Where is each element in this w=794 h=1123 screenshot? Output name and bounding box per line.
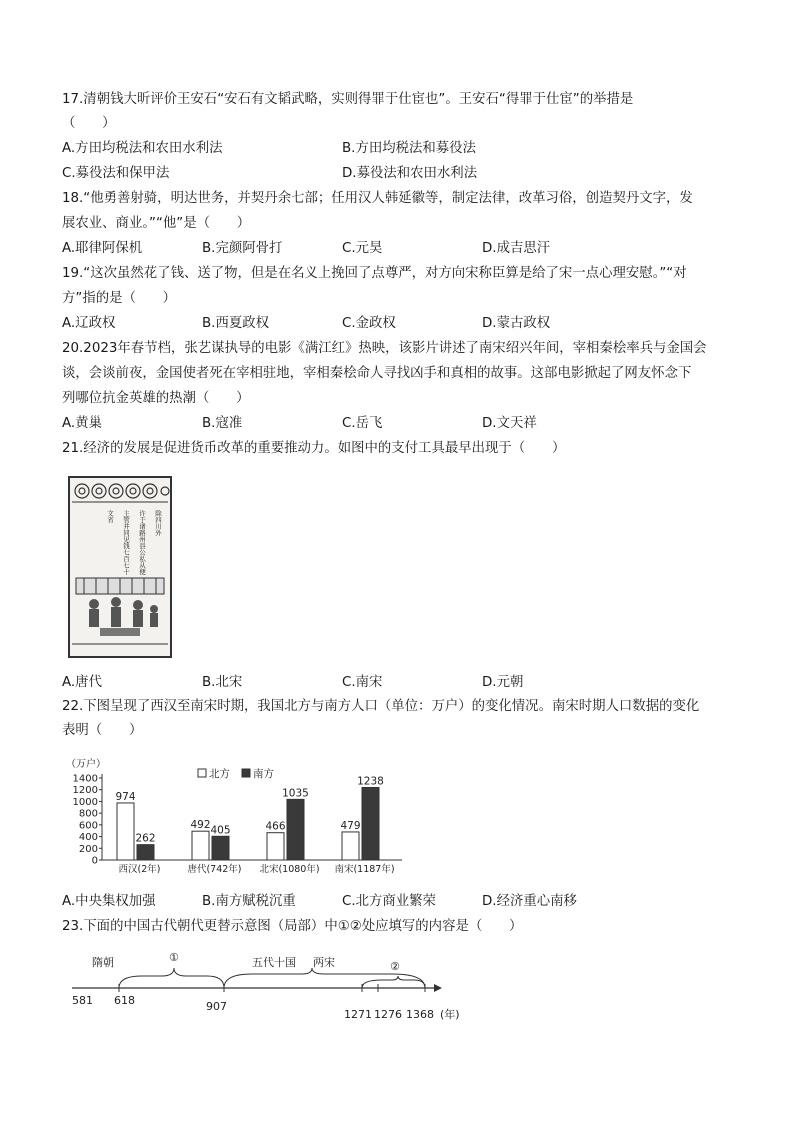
legend-swatch-北方 xyxy=(198,769,206,777)
y-tick-label-800: 800 xyxy=(78,808,98,820)
q20-option-c[interactable]: C.岳飞 xyxy=(342,416,383,431)
y-tick-label-0: 0 xyxy=(91,855,98,867)
legend-label-南方: 南方 xyxy=(253,768,274,780)
bar-value-label-北方-0: 974 xyxy=(115,790,136,803)
figures-scene xyxy=(89,597,158,636)
chart-unit-label: （万户） xyxy=(66,759,106,770)
note-text-col3: 主管并同见钱七百七十 xyxy=(122,510,130,575)
q19-option-a[interactable]: A.辽政权 xyxy=(62,316,116,331)
timeline-label-song: 两宋 xyxy=(313,956,335,969)
q17-stem-cont: （ ） xyxy=(62,116,116,131)
timeline-label-2: ② xyxy=(390,960,400,973)
chart-bars xyxy=(115,775,383,860)
timeline-year-618: 618 xyxy=(114,994,135,1007)
q22-stem: 22.下图呈现了西汉至南宋时期，我国北方与南方人口（单位：万户）的变化情况。南宋时期人口数据的变化 xyxy=(62,699,700,714)
q22-option-c[interactable]: C.北方商业繁荣 xyxy=(342,894,436,909)
x-category-label-2: 北宋(1080年) xyxy=(259,864,320,875)
chart-legend xyxy=(198,767,274,780)
bar-value-label-北方-1: 492 xyxy=(190,819,211,832)
bar-value-label-南方-3: 1238 xyxy=(357,775,384,788)
bar-南方-1 xyxy=(212,836,229,860)
timeline-braces xyxy=(119,968,425,988)
bar-南方-2 xyxy=(287,799,304,860)
q18-option-d[interactable]: D.成吉思汗 xyxy=(482,241,551,256)
bar-value-label-南方-0: 262 xyxy=(135,832,156,845)
q19-option-d[interactable]: D.蒙古政权 xyxy=(482,316,551,331)
bar-北方-0 xyxy=(117,803,134,860)
bar-value-label-南方-1: 405 xyxy=(210,824,231,837)
timeline-arrow xyxy=(434,984,442,992)
bar-value-label-北方-2: 466 xyxy=(265,820,286,833)
y-tick-label-1000: 1000 xyxy=(72,796,98,808)
note-text-col2: 许于诸路州县公私从便 xyxy=(138,510,146,575)
population-bar-chart xyxy=(62,756,408,882)
x-category-label-3: 南宋(1187年) xyxy=(334,864,395,875)
y-tick-label-200: 200 xyxy=(78,843,98,855)
q20-stem-cont2: 列哪位抗金英雄的热潮（ ） xyxy=(62,391,250,406)
q17-option-a[interactable]: A.方田均税法和农田水利法 xyxy=(62,141,223,156)
q20-option-a[interactable]: A.黄巢 xyxy=(62,416,102,431)
x-category-label-0: 西汉(2年) xyxy=(118,864,161,875)
q23-stem: 23.下面的中国古代朝代更替示意图（局部）中①②处应填写的内容是（ ） xyxy=(62,919,523,934)
y-tick-label-1200: 1200 xyxy=(72,785,98,797)
timeline-year-unit: (年) xyxy=(440,1008,460,1021)
q22-option-b[interactable]: B.南方赋税沉重 xyxy=(202,894,296,909)
timeline-label-five-dynasties: 五代十国 xyxy=(252,956,296,969)
q18-option-c[interactable]: C.元昊 xyxy=(342,241,383,256)
q19-option-c[interactable]: C.金政权 xyxy=(342,316,396,331)
note-text-col4: 文省 xyxy=(106,510,114,523)
q20-stem: 20.2023年春节档，张艺谋执导的电影《满江红》热映，该影片讲述了南宋绍兴年间，宰相秦桧率兵与金国会 xyxy=(62,341,707,356)
q19-option-b[interactable]: B.西夏政权 xyxy=(202,316,270,331)
timeline-year-1276: 1276 xyxy=(374,1008,402,1021)
note-text-col1: 除四川外 xyxy=(154,510,162,536)
timeline-year-1271: 1271 xyxy=(344,1008,372,1021)
q22-stem-cont: 表明（ ） xyxy=(62,723,143,738)
q18-stem-cont: 展农业、商业。”“他”是（ ） xyxy=(62,216,251,231)
q18-stem: 18.“他勇善射骑，明达世务，并契丹余七部；任用汉人韩延徽等，制定法律，改革习俗，创造契丹文字，发 xyxy=(62,191,693,206)
bar-value-label-北方-3: 479 xyxy=(340,819,361,832)
bar-value-label-南方-2: 1035 xyxy=(282,787,309,800)
q18-option-b[interactable]: B.完颜阿骨打 xyxy=(202,241,283,256)
q21-option-b[interactable]: B.北宋 xyxy=(202,675,243,690)
timeline-year-581: 581 xyxy=(72,994,93,1007)
bar-南方-0 xyxy=(137,845,154,860)
timeline-label-sui: 隋朝 xyxy=(92,956,114,969)
q17-option-b[interactable]: B.方田均税法和募役法 xyxy=(342,141,476,156)
bar-南方-3 xyxy=(362,787,379,860)
q17-option-c[interactable]: C.募役法和保甲法 xyxy=(62,166,170,181)
bar-北方-1 xyxy=(192,831,209,860)
y-tick-label-600: 600 xyxy=(78,820,98,832)
q18-option-a[interactable]: A.耶律阿保机 xyxy=(62,241,143,256)
q21-option-c[interactable]: C.南宋 xyxy=(342,675,383,690)
legend-swatch-南方 xyxy=(242,769,250,777)
chart-x-labels xyxy=(119,863,395,875)
x-category-label-1: 唐代(742年) xyxy=(187,864,242,875)
timeline-year-1368: 1368 xyxy=(406,1008,434,1021)
dynasty-timeline xyxy=(62,944,482,1024)
q22-option-d[interactable]: D.经济重心南移 xyxy=(482,894,577,909)
bar-北方-2 xyxy=(267,833,284,860)
coin-row xyxy=(75,484,169,498)
jiaozi-banknote-image xyxy=(68,476,172,658)
q21-option-d[interactable]: D.元朝 xyxy=(482,675,524,690)
q17-stem: 17.清朝钱大昕评价王安石“安石有文韬武略，实则得罪于仕宦也”。王安石“得罪于仕宦”的举措是 xyxy=(62,92,634,107)
q19-stem-cont: 方”指的是（ ） xyxy=(62,291,177,306)
q19-stem: 19.“这次虽然花了钱、送了物，但是在名义上挽回了点尊严，对方向宋称臣算是给了宋一点心理安慰。”“对 xyxy=(62,266,687,281)
bar-北方-3 xyxy=(342,832,359,860)
q22-option-a[interactable]: A.中央集权加强 xyxy=(62,894,156,909)
banknote-inscription xyxy=(106,509,162,577)
q20-stem-cont: 谈，会谈前夜，金国使者死在宰相驻地，宰相秦桧命人寻找凶手和真相的故事。这部电影掀起了网友怀念下 xyxy=(62,366,692,381)
timeline-year-907: 907 xyxy=(206,1000,227,1013)
q20-option-d[interactable]: D.文天祥 xyxy=(482,416,537,431)
y-tick-label-1400: 1400 xyxy=(72,773,98,785)
banknote-illustration xyxy=(70,478,170,656)
legend-label-北方: 北方 xyxy=(209,768,230,780)
q17-option-d[interactable]: D.募役法和农田水利法 xyxy=(342,166,478,181)
q21-stem: 21.经济的发展是促进货币改革的重要推动力。如图中的支付工具最早出现于（ ） xyxy=(62,441,566,456)
timeline-label-1: ① xyxy=(169,951,179,964)
y-tick-label-400: 400 xyxy=(78,832,98,844)
q21-option-a[interactable]: A.唐代 xyxy=(62,675,102,690)
q20-option-b[interactable]: B.寇准 xyxy=(202,416,243,431)
